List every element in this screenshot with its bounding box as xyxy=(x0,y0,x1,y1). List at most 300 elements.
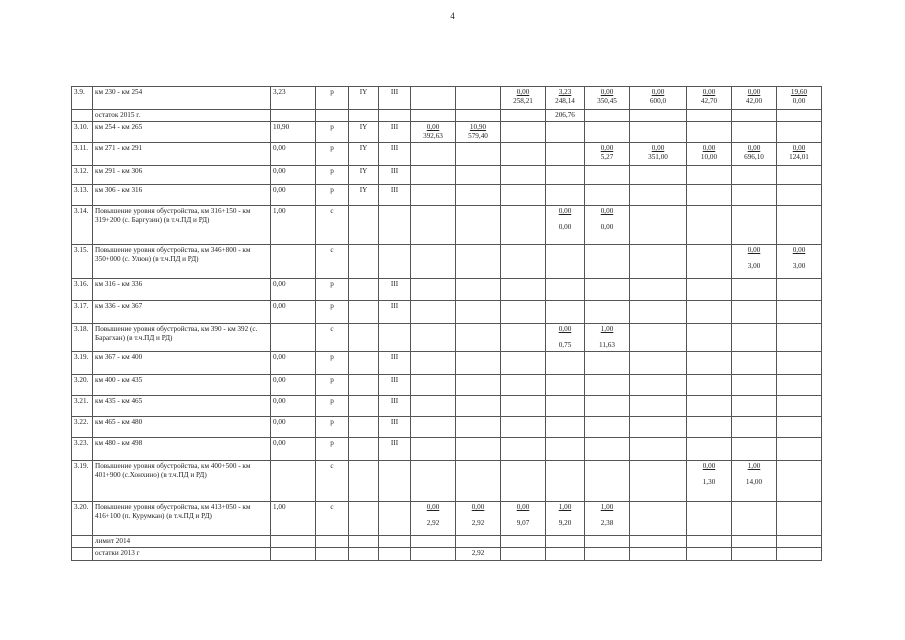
value-cell xyxy=(687,110,732,122)
row-class xyxy=(379,110,411,122)
value-cell xyxy=(585,110,630,122)
value-cell xyxy=(546,279,585,301)
value-cell xyxy=(687,548,732,561)
value-cell xyxy=(630,438,687,461)
table-row xyxy=(72,438,822,461)
value-cell xyxy=(411,143,456,166)
row-class xyxy=(379,502,411,536)
value-cell xyxy=(501,122,546,143)
table-row xyxy=(72,461,822,502)
value-cell xyxy=(585,324,630,352)
value-cell xyxy=(732,417,777,438)
value-cell xyxy=(546,536,585,548)
row-number: 3.10. xyxy=(72,122,93,143)
row-length: 0,00 xyxy=(271,143,316,166)
row-number: 3.13. xyxy=(72,185,93,206)
value-cell xyxy=(585,166,630,185)
value-bottom: 42,00 xyxy=(745,97,763,105)
value-cell xyxy=(411,461,456,502)
value-cell xyxy=(630,324,687,352)
value-bottom: 2,92 xyxy=(471,549,485,557)
value-top: 19,60 xyxy=(790,88,808,96)
row-number: 3.16. xyxy=(72,279,93,301)
table-row xyxy=(72,352,822,375)
table-row xyxy=(72,548,822,561)
value-cell xyxy=(732,206,777,245)
row-name: км 230 - км 254 xyxy=(93,87,271,110)
row-category xyxy=(349,375,379,396)
row-name: км 291 - км 306 xyxy=(93,166,271,185)
value-cell xyxy=(411,166,456,185)
table-row xyxy=(72,502,822,536)
value-cell xyxy=(732,438,777,461)
value-top: 0,00 xyxy=(747,246,761,254)
value-bottom: 350,45 xyxy=(597,97,617,105)
row-class: III xyxy=(379,279,411,301)
value-cell xyxy=(777,502,822,536)
value-cell xyxy=(411,536,456,548)
value-cell xyxy=(411,87,456,110)
value-bottom: 2,92 xyxy=(471,519,485,527)
value-bottom: 1,30 xyxy=(702,478,716,486)
row-type: с xyxy=(316,245,349,279)
value-bottom: 0,75 xyxy=(558,341,572,349)
value-cell xyxy=(777,324,822,352)
value-cell xyxy=(411,110,456,122)
value-cell xyxy=(585,375,630,396)
row-category xyxy=(349,396,379,417)
table-row xyxy=(72,245,822,279)
row-length: 1,00 xyxy=(271,206,316,245)
value-cell xyxy=(585,396,630,417)
row-type: р xyxy=(316,417,349,438)
row-class: III xyxy=(379,143,411,166)
value-cell xyxy=(732,461,777,502)
value-cell xyxy=(777,87,822,110)
row-class: III xyxy=(379,417,411,438)
value-cell xyxy=(546,143,585,166)
value-top: 3,23 xyxy=(558,88,572,96)
value-cell xyxy=(687,396,732,417)
row-number: 3.19. xyxy=(72,352,93,375)
value-cell xyxy=(501,279,546,301)
value-top: 0,00 xyxy=(600,144,614,152)
row-type: с xyxy=(316,461,349,502)
table-row xyxy=(72,185,822,206)
value-cell xyxy=(456,396,501,417)
row-name: Повышение уровня обустройства, км 390 - км 392 (с. Барагхан) (в т.ч.ПД и РД) xyxy=(93,324,271,352)
value-cell xyxy=(630,536,687,548)
value-top: 0,00 xyxy=(426,123,440,131)
value-top: 0,00 xyxy=(747,88,761,96)
value-cell xyxy=(546,122,585,143)
row-category xyxy=(349,324,379,352)
table-row xyxy=(72,375,822,396)
row-class xyxy=(379,245,411,279)
row-length: 1,00 xyxy=(271,502,316,536)
row-name: км 400 - км 435 xyxy=(93,375,271,396)
row-category: IY xyxy=(349,185,379,206)
value-cell xyxy=(501,375,546,396)
value-cell xyxy=(546,375,585,396)
row-length: 0,00 xyxy=(271,166,316,185)
value-cell xyxy=(585,279,630,301)
value-cell xyxy=(687,461,732,502)
value-cell xyxy=(732,536,777,548)
value-cell xyxy=(456,502,501,536)
row-number: 3.19. xyxy=(72,461,93,502)
table-row xyxy=(72,206,822,245)
table-row xyxy=(72,122,822,143)
value-cell xyxy=(546,352,585,375)
row-length xyxy=(271,324,316,352)
row-name: км 480 - км 498 xyxy=(93,438,271,461)
value-top: 0,00 xyxy=(558,325,572,333)
value-cell xyxy=(687,206,732,245)
table-row xyxy=(72,110,822,122)
value-cell xyxy=(687,417,732,438)
row-number xyxy=(72,548,93,561)
value-cell xyxy=(501,206,546,245)
row-class: III xyxy=(379,87,411,110)
value-cell xyxy=(630,375,687,396)
row-class: III xyxy=(379,122,411,143)
value-cell xyxy=(546,396,585,417)
value-bottom: 9,20 xyxy=(558,519,572,527)
value-top: 0,00 xyxy=(516,88,530,96)
value-cell xyxy=(687,301,732,324)
row-length xyxy=(271,245,316,279)
table-row xyxy=(72,301,822,324)
row-type: р xyxy=(316,279,349,301)
value-cell xyxy=(501,536,546,548)
value-cell xyxy=(456,375,501,396)
value-cell xyxy=(546,206,585,245)
value-cell xyxy=(777,375,822,396)
row-class: III xyxy=(379,438,411,461)
value-cell xyxy=(501,185,546,206)
value-cell xyxy=(501,461,546,502)
value-cell xyxy=(501,245,546,279)
row-category xyxy=(349,279,379,301)
page-number: 4 xyxy=(450,11,455,21)
value-cell xyxy=(501,143,546,166)
value-cell xyxy=(687,438,732,461)
value-top: 0,00 xyxy=(702,462,716,470)
value-cell xyxy=(546,461,585,502)
row-number: 3.9. xyxy=(72,87,93,110)
row-length: 0,00 xyxy=(271,279,316,301)
row-type: р xyxy=(316,122,349,143)
value-cell xyxy=(411,185,456,206)
value-bottom: 248,14 xyxy=(555,97,575,105)
value-bottom: 3,00 xyxy=(792,262,806,270)
value-cell xyxy=(456,110,501,122)
value-cell xyxy=(546,301,585,324)
row-category xyxy=(349,245,379,279)
value-cell xyxy=(456,87,501,110)
row-type: с xyxy=(316,502,349,536)
row-number: 3.11. xyxy=(72,143,93,166)
value-cell xyxy=(630,110,687,122)
value-cell xyxy=(585,417,630,438)
row-name: Повышение уровня обустройства, км 346+800 - км 350+000 (с. Улюн) (в т.ч.ПД и РД) xyxy=(93,245,271,279)
value-cell xyxy=(585,461,630,502)
value-cell xyxy=(456,206,501,245)
value-cell xyxy=(411,548,456,561)
row-number: 3.18. xyxy=(72,324,93,352)
value-cell xyxy=(687,352,732,375)
row-name: км 465 - км 480 xyxy=(93,417,271,438)
value-cell xyxy=(411,417,456,438)
value-cell xyxy=(546,502,585,536)
value-cell xyxy=(687,122,732,143)
value-top: 0,00 xyxy=(426,503,440,511)
value-cell xyxy=(411,301,456,324)
row-category xyxy=(349,461,379,502)
row-length: 10,90 xyxy=(271,122,316,143)
row-class: III xyxy=(379,396,411,417)
table-row xyxy=(72,279,822,301)
value-cell xyxy=(411,375,456,396)
value-cell xyxy=(585,352,630,375)
row-name: км 306 - км 316 xyxy=(93,185,271,206)
value-top: 0,00 xyxy=(651,88,665,96)
value-cell xyxy=(501,352,546,375)
value-cell xyxy=(456,245,501,279)
value-bottom: 696,10 xyxy=(744,153,764,161)
value-bottom: 579,40 xyxy=(468,132,488,140)
row-number: 3.20. xyxy=(72,502,93,536)
row-type: р xyxy=(316,352,349,375)
value-bottom: 206,76 xyxy=(555,111,575,119)
value-cell xyxy=(732,502,777,536)
value-cell xyxy=(732,324,777,352)
value-bottom: 2,38 xyxy=(600,519,614,527)
row-number: 3.17. xyxy=(72,301,93,324)
row-name: км 271 - км 291 xyxy=(93,143,271,166)
table-row xyxy=(72,536,822,548)
value-cell xyxy=(777,352,822,375)
value-cell xyxy=(630,502,687,536)
value-cell xyxy=(777,461,822,502)
row-name: Повышение уровня обустройства, км 400+500 - км 401+900 (с.Хонхино) (в т.ч.ПД и РД) xyxy=(93,461,271,502)
value-cell xyxy=(630,301,687,324)
value-cell xyxy=(777,438,822,461)
row-name: лимит 2014 xyxy=(93,536,271,548)
value-cell xyxy=(777,166,822,185)
row-length: 0,00 xyxy=(271,352,316,375)
value-cell xyxy=(687,87,732,110)
value-top: 0,00 xyxy=(792,246,806,254)
value-bottom: 42,70 xyxy=(700,97,718,105)
value-cell xyxy=(546,87,585,110)
value-cell xyxy=(777,206,822,245)
value-cell xyxy=(456,324,501,352)
row-length xyxy=(271,110,316,122)
value-top: 0,00 xyxy=(702,88,716,96)
value-cell xyxy=(777,279,822,301)
value-cell xyxy=(687,143,732,166)
row-class: III xyxy=(379,166,411,185)
value-cell xyxy=(585,206,630,245)
row-type: р xyxy=(316,143,349,166)
value-cell xyxy=(501,166,546,185)
value-bottom: 3,00 xyxy=(747,262,761,270)
value-bottom: 11,63 xyxy=(599,341,615,349)
row-name: Повышение уровня обустройства, км 413+050 - км 416+100 (п. Курумкан) (в т.ч.ПД и РД) xyxy=(93,502,271,536)
value-cell xyxy=(585,438,630,461)
value-cell xyxy=(456,352,501,375)
value-cell xyxy=(732,185,777,206)
row-length xyxy=(271,461,316,502)
row-length xyxy=(271,536,316,548)
value-cell xyxy=(585,301,630,324)
value-cell xyxy=(411,122,456,143)
value-cell xyxy=(777,396,822,417)
value-cell xyxy=(732,87,777,110)
value-cell xyxy=(546,166,585,185)
row-number: 3.22. xyxy=(72,417,93,438)
value-cell xyxy=(456,417,501,438)
value-top: 1,00 xyxy=(558,503,572,511)
row-type xyxy=(316,548,349,561)
value-cell xyxy=(687,166,732,185)
value-cell xyxy=(732,245,777,279)
row-type: с xyxy=(316,206,349,245)
value-cell xyxy=(585,245,630,279)
row-number: 3.15. xyxy=(72,245,93,279)
row-name: км 316 - км 336 xyxy=(93,279,271,301)
row-category xyxy=(349,301,379,324)
value-cell xyxy=(687,185,732,206)
value-cell xyxy=(777,548,822,561)
row-category xyxy=(349,438,379,461)
row-length: 0,00 xyxy=(271,396,316,417)
value-cell xyxy=(546,548,585,561)
row-type: р xyxy=(316,438,349,461)
row-category xyxy=(349,548,379,561)
value-cell xyxy=(456,548,501,561)
value-cell xyxy=(687,324,732,352)
value-top: 0,00 xyxy=(600,88,614,96)
value-cell xyxy=(732,396,777,417)
value-cell xyxy=(456,166,501,185)
value-top: 0,00 xyxy=(747,144,761,152)
value-cell xyxy=(732,110,777,122)
value-top: 0,00 xyxy=(702,144,716,152)
value-cell xyxy=(687,375,732,396)
value-cell xyxy=(777,122,822,143)
value-cell xyxy=(456,122,501,143)
value-cell xyxy=(777,245,822,279)
value-bottom: 124,01 xyxy=(789,153,809,161)
value-cell xyxy=(456,143,501,166)
value-cell xyxy=(456,536,501,548)
row-class: III xyxy=(379,352,411,375)
value-bottom: 5,27 xyxy=(600,153,614,161)
table-row xyxy=(72,396,822,417)
value-cell xyxy=(456,279,501,301)
value-cell xyxy=(546,110,585,122)
value-cell xyxy=(411,502,456,536)
row-category: IY xyxy=(349,143,379,166)
row-type: р xyxy=(316,375,349,396)
row-number: 3.23. xyxy=(72,438,93,461)
value-bottom: 0,00 xyxy=(792,97,806,105)
value-top: 0,00 xyxy=(516,503,530,511)
value-cell xyxy=(777,185,822,206)
value-bottom: 9,07 xyxy=(516,519,530,527)
value-cell xyxy=(777,301,822,324)
row-category: IY xyxy=(349,166,379,185)
table-row xyxy=(72,324,822,352)
value-cell xyxy=(546,438,585,461)
road-works-table xyxy=(71,86,822,561)
value-cell xyxy=(630,396,687,417)
value-cell xyxy=(630,166,687,185)
value-cell xyxy=(501,417,546,438)
value-cell xyxy=(777,536,822,548)
row-class xyxy=(379,324,411,352)
row-class: III xyxy=(379,375,411,396)
row-type: р xyxy=(316,301,349,324)
table-row xyxy=(72,87,822,110)
row-category xyxy=(349,536,379,548)
value-cell xyxy=(585,87,630,110)
value-bottom: 10,00 xyxy=(700,153,718,161)
value-cell xyxy=(687,502,732,536)
value-cell xyxy=(585,143,630,166)
row-length xyxy=(271,548,316,561)
value-cell xyxy=(687,245,732,279)
row-length: 0,00 xyxy=(271,438,316,461)
row-type: р xyxy=(316,396,349,417)
value-cell xyxy=(630,245,687,279)
value-cell xyxy=(630,417,687,438)
value-cell xyxy=(732,352,777,375)
value-cell xyxy=(411,206,456,245)
value-cell xyxy=(630,279,687,301)
row-length: 0,00 xyxy=(271,417,316,438)
value-top: 1,00 xyxy=(600,503,614,511)
value-bottom: 351,00 xyxy=(648,153,668,161)
value-cell xyxy=(501,396,546,417)
value-cell xyxy=(501,87,546,110)
value-cell xyxy=(687,536,732,548)
value-cell xyxy=(630,461,687,502)
value-cell xyxy=(732,143,777,166)
row-type: р xyxy=(316,87,349,110)
value-cell xyxy=(630,143,687,166)
value-cell xyxy=(456,438,501,461)
row-class xyxy=(379,536,411,548)
value-cell xyxy=(411,352,456,375)
row-category xyxy=(349,417,379,438)
value-cell xyxy=(411,324,456,352)
value-cell xyxy=(456,461,501,502)
value-top: 1,00 xyxy=(747,462,761,470)
value-top: 0,00 xyxy=(558,207,572,215)
row-number: 3.14. xyxy=(72,206,93,245)
row-length: 3,23 xyxy=(271,87,316,110)
value-cell xyxy=(732,166,777,185)
row-length: 0,00 xyxy=(271,185,316,206)
value-cell xyxy=(630,87,687,110)
value-cell xyxy=(585,536,630,548)
value-cell xyxy=(501,110,546,122)
value-cell xyxy=(585,185,630,206)
